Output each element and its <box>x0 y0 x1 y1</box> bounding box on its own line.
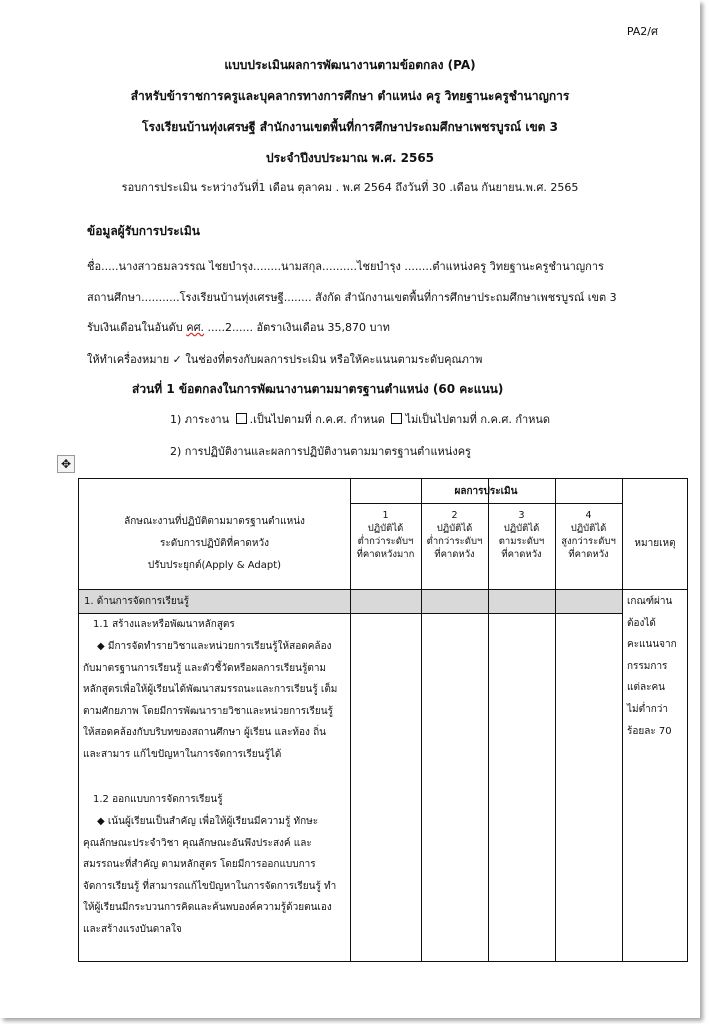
level-2-header <box>421 509 488 561</box>
level-1-line-1: ปฏิบัติได้ <box>367 523 404 534</box>
workload-not-meets-label: ไม่เป็นไปตามที่ ก.ค.ศ. กำหนด <box>405 413 551 426</box>
workload-meets-label: .เป็นไปตามที่ ก.ค.ศ. กำหนด <box>249 413 385 426</box>
evaluation-period: รอบการประเมิน ระหว่างวันที่1 เดือน ตุลาคม . พ.ศ 2564 ถึงวันที่ 30 .เดือน กันยายน.พ.ศ. 2565 <box>121 181 579 194</box>
sub-1-2-line: คุณลักษณะประจำวิชา คุณลักษณะอันพึงประสงค์ และ <box>83 837 312 849</box>
title-line-2: สำหรับข้าราชการครูและบุคลากรทางการศึกษา ตำแหน่ง ครู วิทยฐานะครูชำนาญการ <box>130 89 570 103</box>
criteria-header-line-2: ระดับการปฏิบัติที่คาดหวัง <box>159 538 269 549</box>
workload-label: 1) ภาระงาน <box>170 413 230 426</box>
level-2-line-3: ที่คาดหวัง <box>434 549 475 560</box>
sub-1-2-line: ให้ผู้เรียนมีกระบวนการคิดและค้นพบองค์ความรู้ด้วยตนเอง <box>83 902 332 914</box>
note-line: ไม่ต่ำกว่า <box>627 703 669 715</box>
level-3-line-2: ตามระดับฯ <box>498 536 545 547</box>
level-3-line-1: ปฏิบัติได้ <box>503 523 540 534</box>
level-2-line-1: ปฏิบัติได้ <box>436 523 473 534</box>
note-line: คะแนนจาก <box>627 639 677 651</box>
sub-1-1-description <box>83 636 348 766</box>
criteria-header-line-1: ลักษณะงานที่ปฏิบัติตามมาตรฐานตำแหน่ง <box>124 516 305 527</box>
title-line-3: โรงเรียนบ้านทุ่งเศรษฐี สำนักงานเขตพื้นที่การศึกษาประถมศึกษาเพชรบูรณ์ เขต 3 <box>142 120 558 134</box>
performance-line: 2) การปฏิบัติงานและผลการปฏิบัติงานตามมาตรฐานตำแหน่งครู <box>170 445 471 458</box>
note-line: เกณฑ์ผ่าน <box>627 596 673 607</box>
sub-1-1-title: 1.1 สร้างและหรือพัฒนาหลักสูตร <box>93 619 235 630</box>
title-line-4: ประจำปีงบประมาณ พ.ศ. 2565 <box>265 151 435 165</box>
salary-prefix: รับเงินเดือนในอันดับ <box>87 321 183 334</box>
level-3-header <box>488 509 555 561</box>
name-line: ชื่อ.....นางสาวธมลวรรณ ไชยบำรุง........นามสกุล..........ไชยบำรุง ........ตำแหน่งครู วิทยฐานะครูชำนาญการ <box>87 260 604 273</box>
level-4-header <box>555 509 622 561</box>
level-1-header <box>350 509 421 561</box>
sub-1-1-line: ให้สอดคล้องกับบริบทของสถานศึกษา ผู้เรียน และท้อง ถิ่น <box>83 727 326 739</box>
instruction-line: ให้ทำเครื่องหมาย ✓ ในช่องที่ตรงกับผลการประเมิน หรือให้คะแนนตามระดับคุณภาพ <box>87 353 483 366</box>
sub-1-2-title: 1.2 ออกแบบการจัดการเรียนรู้ <box>93 794 223 805</box>
page-code: PA2/ศ <box>626 25 658 38</box>
sub-1-2-line: จัดการเรียนรู้ ที่สามารถแก้ไขปัญหาในการจัดการเรียนรู้ ทำ <box>83 880 337 892</box>
level-1-line-2: ต่ำกว่าระดับฯ <box>357 536 414 547</box>
level-2-number: 2 <box>451 510 458 521</box>
note-line: ร้อยละ 70 <box>627 725 672 737</box>
level-4-line-1: ปฏิบัติได้ <box>570 523 607 534</box>
part1-heading: ส่วนที่ 1 ข้อตกลงในการพัฒนางานตามมาตรฐานตำแหน่ง (60 คะแนน) <box>132 382 504 396</box>
criteria-header-line-3: ปรับประยุกต์(Apply & Adapt) <box>147 560 282 571</box>
workload-line <box>170 410 550 428</box>
level-3-line-3: ที่คาดหวัง <box>501 549 542 560</box>
sub-1-2-line: สมรรถนะที่สำคัญ ตามหลักสูตร โดยมีการออกแบบการ <box>83 859 316 871</box>
salary-line <box>87 318 390 336</box>
table-move-handle-icon[interactable]: ✥ <box>57 455 75 473</box>
evaluation-table <box>78 478 688 962</box>
level-4-line-3: ที่คาดหวัง <box>568 549 609 560</box>
workload-meets-checkbox[interactable] <box>236 413 247 424</box>
section-1-title: 1. ด้านการจัดการเรียนรู้ <box>84 596 189 607</box>
salary-rest: .....2...... อัตราเงินเดือน 35,870 บาท <box>204 321 390 334</box>
sub-1-1-line: ◆ มีการจัดทำรายวิชาและหน่วยการเรียนรู้ให้สอดคล้อง <box>97 641 332 652</box>
level-1-number: 1 <box>382 510 389 521</box>
sub-1-2-description <box>83 811 348 941</box>
note-line: กรรมการ <box>627 660 668 672</box>
level-4-number: 4 <box>585 510 592 521</box>
note-header: หมายเหตุ <box>634 538 676 549</box>
level-2-line-2: ต่ำกว่าระดับฯ <box>426 536 483 547</box>
sub-1-2-line: และสร้างแรงบันดาลใจ <box>83 923 182 935</box>
pass-criteria-note <box>627 591 677 742</box>
level-3-number: 3 <box>518 510 525 521</box>
info-heading: ข้อมูลผู้รับการประเมิน <box>87 224 200 238</box>
sub-1-1-line: ตามศักยภาพ โดยมีการพัฒนารายวิชาและหน่วยการเรียนรู้ <box>83 705 333 717</box>
sub-1-2-line: ◆ เน้นผู้เรียนเป็นสำคัญ เพื่อให้ผู้เรียนมีความรู้ ทักษะ <box>97 816 319 827</box>
note-line: ต้องได้ <box>627 617 656 629</box>
sub-1-1-line: หลักสูตรเพื่อให้ผู้เรียนได้พัฒนาสมรรถนะและการเรียนรู้ เต็ม <box>83 684 338 696</box>
note-line: แต่ละคน <box>627 682 665 694</box>
level-4-line-2: สูงกว่าระดับฯ <box>561 536 616 547</box>
criteria-header <box>79 511 350 577</box>
salary-rank: คศ. <box>186 321 205 334</box>
sub-1-1-line: และสามาร แก้ไขปัญหาในการจัดการเรียนรู้ได้ <box>83 748 282 760</box>
sub-1-1-line: กับมาตรฐานการเรียนรู้ และตัวชี้วัดหรือผลการเรียนรู้ตาม <box>83 662 327 674</box>
school-line: สถานศึกษา...........โรงเรียนบ้านทุ่งเศรษฐี........ สังกัด สำนักงานเขตพื้นที่การศึกษาประถมศึกษาเพชรบูรณ์ เขต 3 <box>87 291 617 304</box>
level-1-line-3: ที่คาดหวังมาก <box>356 549 415 560</box>
document-title: แบบประเมินผลการพัฒนางานตามข้อตกลง (PA) <box>224 58 476 72</box>
evaluation-header: ผลการประเมิน <box>454 486 518 497</box>
workload-not-meets-checkbox[interactable] <box>391 413 402 424</box>
